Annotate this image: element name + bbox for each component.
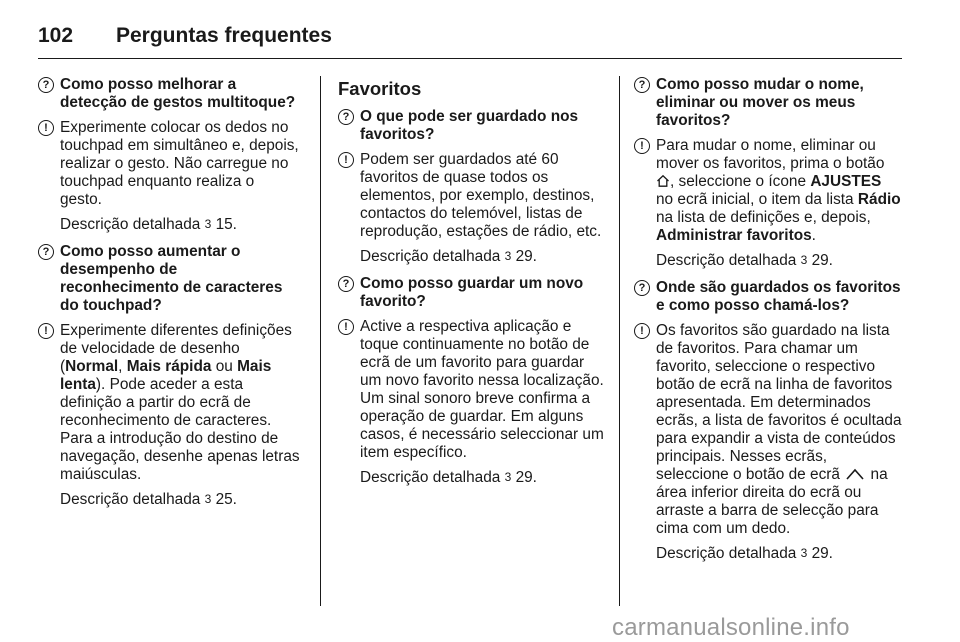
faq-answer bbox=[338, 318, 604, 462]
question-icon: ? bbox=[38, 244, 54, 260]
chevron-up-icon bbox=[844, 467, 866, 481]
column-2 bbox=[338, 76, 604, 496]
answer-text: Experimente diferentes definições de velocidade de desenho (Normal, Mais rápida ou Mais lenta). Pode aceder a esta definição a partir do ecrã de reconhecimento de caracteres. Para a introdução do destino de navegação, desenhe apenas letras maiúsculas. bbox=[60, 322, 300, 483]
page-ref-arrow-icon: 3 bbox=[800, 253, 808, 267]
page-title: Perguntas frequentes bbox=[116, 24, 332, 47]
page-ref-arrow-icon: 3 bbox=[504, 470, 512, 484]
question-text: Como posso melhorar a detecção de gestos multitoque? bbox=[60, 76, 296, 111]
question-icon: ? bbox=[38, 77, 54, 93]
header-rule bbox=[38, 58, 902, 59]
faq-question bbox=[634, 279, 902, 315]
exclamation-icon: ! bbox=[38, 120, 54, 136]
answer-text: Active a respectiva aplicação e toque continuamente no botão de ecrã de um favorito para guardar um novo favorito nessa localização. Um sinal sonoro breve confirma a operação de guardar. Em alguns casos, é necessário seleccionar um item específico. bbox=[360, 318, 604, 461]
column-divider bbox=[320, 76, 321, 606]
faq-answer bbox=[634, 322, 902, 538]
question-icon: ? bbox=[338, 276, 354, 292]
detail-reference: Descrição detalhada 3 29. bbox=[360, 248, 537, 265]
faq-answer bbox=[338, 151, 604, 241]
exclamation-icon: ! bbox=[634, 323, 650, 339]
detail-reference: Descrição detalhada 3 29. bbox=[656, 252, 833, 269]
home-icon bbox=[656, 174, 670, 188]
page-link[interactable]: 29. bbox=[811, 545, 833, 562]
page-ref-arrow-icon: 3 bbox=[204, 492, 212, 506]
faq-question bbox=[338, 108, 604, 144]
faq-question bbox=[38, 76, 300, 112]
page-link[interactable]: 25. bbox=[215, 491, 237, 508]
page-link[interactable]: 29. bbox=[811, 252, 833, 269]
page-ref-arrow-icon: 3 bbox=[504, 249, 512, 263]
faq-question bbox=[38, 243, 300, 315]
question-text: Como posso mudar o nome, eliminar ou mover os meus favoritos? bbox=[656, 76, 864, 129]
exclamation-icon: ! bbox=[38, 323, 54, 339]
column-divider bbox=[619, 76, 620, 606]
faq-answer bbox=[38, 119, 300, 209]
page-link[interactable]: 29. bbox=[515, 469, 537, 486]
detail-reference: Descrição detalhada 3 25. bbox=[60, 491, 237, 508]
detail-reference: Descrição detalhada 3 15. bbox=[60, 216, 237, 233]
exclamation-icon: ! bbox=[634, 138, 650, 154]
answer-text: Experimente colocar os dedos no touchpad em simultâneo e, depois, realizar o gesto. Não carregue no touchpad enquanto realiza o gesto. bbox=[60, 119, 299, 208]
detail-reference: Descrição detalhada 3 29. bbox=[656, 545, 833, 562]
faq-question bbox=[634, 76, 902, 130]
detail-reference: Descrição detalhada 3 29. bbox=[360, 469, 537, 486]
column-3 bbox=[634, 76, 902, 572]
answer-text: Podem ser guardados até 60 favoritos de quase todos os elementos, por exemplo, destinos, contactos do telemóvel, listas de reprodução, estações de rádio, etc. bbox=[360, 151, 602, 240]
page-link[interactable]: 29. bbox=[515, 248, 537, 265]
question-text: Como posso aumentar o desempenho de reconhecimento de caracteres do touchpad? bbox=[60, 243, 283, 314]
question-text: Onde são guardados os favoritos e como posso chamá-los? bbox=[656, 279, 901, 314]
question-icon: ? bbox=[634, 280, 650, 296]
question-icon: ? bbox=[634, 77, 650, 93]
page-number: 102 bbox=[38, 24, 74, 47]
faq-answer bbox=[38, 322, 300, 484]
column-1 bbox=[38, 76, 300, 518]
answer-text: Para mudar o nome, eliminar ou mover os favoritos, prima o botão , seleccione o ícone AJUSTES no ecrã inicial, o item da lista Rádio na lista de definições e, depois, Administrar favoritos. bbox=[656, 137, 901, 244]
faq-question bbox=[338, 275, 604, 311]
exclamation-icon: ! bbox=[338, 152, 354, 168]
page-header bbox=[38, 16, 902, 56]
faq-answer bbox=[634, 137, 902, 245]
page-ref-arrow-icon: 3 bbox=[800, 546, 808, 560]
question-text: Como posso guardar um novo favorito? bbox=[360, 275, 584, 310]
question-icon: ? bbox=[338, 109, 354, 125]
question-text: O que pode ser guardado nos favoritos? bbox=[360, 108, 579, 143]
watermark: carmanualsonline.info bbox=[612, 614, 850, 641]
page-ref-arrow-icon: 3 bbox=[204, 217, 212, 231]
section-title: Favoritos bbox=[338, 78, 422, 99]
exclamation-icon: ! bbox=[338, 319, 354, 335]
answer-text: Os favoritos são guardado na lista de favoritos. Para chamar um favorito, seleccione o respectivo botão de ecrã na linha de favoritos apresentada. Em determinados ecrãs, a lista de favoritos é ocultada para expandir a vista de conteúdos principais. Nesses ecrãs, seleccione o botão de ecrã na área inferior direita do ecrã ou arraste a barra de selecção para cima com um dedo. bbox=[656, 322, 902, 537]
page-link[interactable]: 15. bbox=[215, 216, 237, 233]
